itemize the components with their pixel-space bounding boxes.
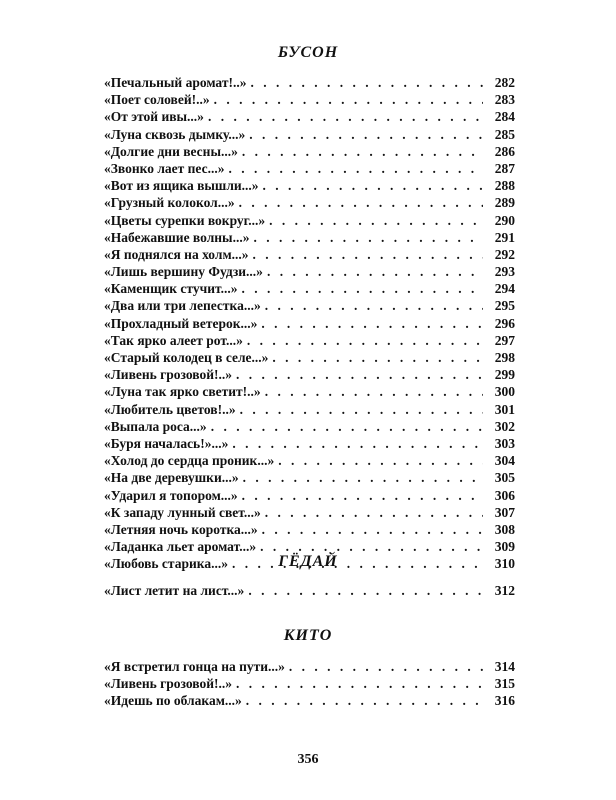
dot-leader bbox=[236, 366, 483, 383]
toc-entry-title: «Летняя ночь коротка...» bbox=[104, 521, 258, 537]
toc-entry-title: «Лист летит на лист...» bbox=[104, 583, 245, 598]
toc-entry[interactable] bbox=[104, 366, 515, 383]
toc-entry[interactable] bbox=[104, 177, 515, 194]
toc-entry-title: «Я встретил гонца на пути...» bbox=[104, 659, 285, 674]
toc-entry-page: 288 bbox=[494, 178, 515, 194]
toc-entry-page: 283 bbox=[494, 92, 515, 108]
toc-entry-page: 291 bbox=[494, 229, 515, 245]
toc-entry-title: «Любовь старика...» bbox=[104, 556, 228, 572]
toc-entry-title: «Ударил я топором...» bbox=[104, 487, 238, 503]
toc-entry[interactable] bbox=[104, 194, 515, 211]
toc-entry-page: 310 bbox=[494, 556, 515, 572]
dot-leader bbox=[211, 418, 483, 435]
toc-entry[interactable] bbox=[104, 521, 515, 538]
dot-leader bbox=[240, 401, 483, 418]
dot-leader bbox=[272, 349, 483, 366]
toc-entry[interactable] bbox=[104, 280, 515, 297]
toc-entry-page: 309 bbox=[494, 539, 515, 555]
toc-entry[interactable] bbox=[104, 401, 515, 418]
toc-entry[interactable] bbox=[104, 487, 515, 504]
toc-entry-title: «Идешь по облакам...» bbox=[104, 693, 242, 709]
toc-entry-page: 296 bbox=[494, 315, 515, 331]
page-number: 356 bbox=[297, 752, 319, 767]
toc-entry[interactable] bbox=[104, 332, 515, 349]
dot-leader bbox=[248, 582, 483, 599]
toc-entry-title: «Грузный колокол...» bbox=[104, 195, 235, 211]
toc-entry-title: «Я поднялся на холм...» bbox=[104, 246, 249, 262]
toc-list bbox=[104, 74, 515, 572]
toc-entry[interactable] bbox=[104, 383, 515, 400]
toc-entry-title: «Ливень грозовой!..» bbox=[104, 676, 233, 692]
toc-entry-title: «Каменщик стучит...» bbox=[104, 281, 238, 297]
toc-entry-page: 293 bbox=[494, 264, 515, 280]
toc-entry-page: 299 bbox=[494, 367, 515, 383]
toc-entry-title: «Набежавшие волны...» bbox=[104, 229, 250, 245]
toc-entry-title: «Выпала роса...» bbox=[104, 418, 207, 434]
toc-entry-page: 301 bbox=[494, 401, 515, 417]
toc-entry[interactable] bbox=[104, 469, 515, 486]
toc-entry-page: 295 bbox=[494, 298, 515, 314]
toc-entry-page: 316 bbox=[494, 693, 515, 709]
toc-entry-page: 282 bbox=[494, 75, 515, 90]
toc-entry[interactable] bbox=[104, 452, 515, 469]
dot-leader bbox=[243, 469, 483, 486]
dot-leader bbox=[262, 521, 483, 538]
toc-entry-page: 303 bbox=[494, 435, 515, 451]
toc-entry-page: 302 bbox=[494, 418, 515, 434]
toc-entry[interactable] bbox=[104, 504, 515, 521]
section-title: ГЁДАЙ bbox=[278, 553, 338, 570]
dot-leader bbox=[265, 504, 483, 521]
dot-leader bbox=[241, 280, 483, 297]
dot-leader bbox=[261, 315, 483, 332]
toc-entry-title: «Ладанка льет аромат...» bbox=[104, 539, 257, 555]
toc-entry[interactable] bbox=[104, 91, 515, 108]
toc-entry[interactable] bbox=[104, 160, 515, 177]
toc-entry-title: «От этой ивы...» bbox=[104, 109, 204, 125]
toc-entry-page: 286 bbox=[494, 143, 515, 159]
toc-entry-title: «Лишь вершину Фудзи...» bbox=[104, 264, 263, 280]
section-title: КИТО bbox=[283, 627, 333, 644]
toc-entry-title: «Холод до сердца проник...» bbox=[104, 453, 275, 469]
toc-entry-page: 298 bbox=[494, 350, 515, 365]
toc-entry[interactable] bbox=[104, 315, 515, 332]
dot-leader bbox=[269, 212, 483, 229]
dot-leader bbox=[253, 229, 483, 246]
toc-entry-title: «К западу лунный свет...» bbox=[104, 504, 261, 520]
dot-leader bbox=[246, 692, 483, 709]
toc-entry-page: 305 bbox=[494, 470, 515, 486]
toc-entry[interactable] bbox=[104, 658, 515, 675]
dot-leader bbox=[249, 126, 483, 143]
toc-entry-page: 287 bbox=[494, 160, 515, 176]
toc-entry-title: «Поет соловей!..» bbox=[104, 92, 210, 108]
toc-entry-title: «Любитель цветов!..» bbox=[104, 401, 236, 417]
dot-leader bbox=[278, 452, 483, 469]
toc-entry-title: «Луна так ярко светит!..» bbox=[104, 384, 261, 400]
dot-leader bbox=[263, 177, 483, 194]
toc-entry-title: «Цветы сурепки вокруг...» bbox=[104, 212, 266, 228]
toc-entry-title: «Ливень грозовой!..» bbox=[104, 367, 233, 383]
toc-entry-title: «Вот из ящика вышли...» bbox=[104, 178, 259, 194]
dot-leader bbox=[232, 435, 483, 452]
toc-entry[interactable] bbox=[104, 435, 515, 452]
toc-entry[interactable] bbox=[104, 675, 515, 692]
dot-leader bbox=[236, 675, 483, 692]
toc-entry-page: 307 bbox=[494, 504, 515, 520]
toc-entry-page: 297 bbox=[494, 332, 515, 348]
toc-entry[interactable] bbox=[104, 692, 515, 709]
dot-leader bbox=[228, 160, 483, 177]
dot-leader bbox=[289, 658, 483, 675]
toc-list bbox=[104, 582, 515, 599]
toc-entry[interactable] bbox=[104, 74, 515, 91]
toc-entry-page: 284 bbox=[494, 109, 515, 125]
toc-entry-page: 290 bbox=[494, 212, 515, 228]
toc-entry-title: «Долгие дни весны...» bbox=[104, 143, 238, 159]
toc-entry[interactable] bbox=[104, 263, 515, 280]
toc-entry-page: 289 bbox=[494, 195, 515, 211]
dot-leader bbox=[247, 332, 483, 349]
dot-leader bbox=[214, 91, 483, 108]
toc-entry[interactable] bbox=[104, 212, 515, 229]
toc-entry-page: 294 bbox=[494, 281, 515, 297]
toc-entry-title: «Так ярко алеет рот...» bbox=[104, 332, 243, 348]
toc-entry-page: 306 bbox=[494, 487, 515, 503]
toc-entry-title: «На две деревушки...» bbox=[104, 470, 239, 486]
toc-entry[interactable] bbox=[104, 108, 515, 125]
toc-entry-title: «Луна сквозь дымку...» bbox=[104, 126, 246, 142]
toc-entry-page: 300 bbox=[494, 384, 515, 400]
toc-entry-title: «Буря началась!»...» bbox=[104, 435, 229, 451]
toc-entry-page: 315 bbox=[494, 676, 515, 692]
toc-entry-title: «Два или три лепестка...» bbox=[104, 298, 261, 314]
toc-entry-page: 314 bbox=[494, 659, 515, 674]
toc-entry[interactable] bbox=[104, 297, 515, 314]
toc-entry-page: 285 bbox=[494, 126, 515, 142]
toc-entry[interactable] bbox=[104, 143, 515, 160]
toc-entry-page: 312 bbox=[494, 583, 515, 598]
dot-leader bbox=[265, 383, 483, 400]
toc-entry-title: «Старый колодец в селе...» bbox=[104, 350, 269, 365]
dot-leader bbox=[208, 108, 483, 125]
dot-leader bbox=[267, 263, 483, 280]
dot-leader bbox=[242, 487, 483, 504]
toc-entry-page: 304 bbox=[494, 453, 515, 469]
toc-entry[interactable] bbox=[104, 126, 515, 143]
toc-entry-title: «Печальный аромат!..» bbox=[104, 75, 247, 90]
toc-entry-title: «Прохладный ветерок...» bbox=[104, 315, 258, 331]
dot-leader bbox=[265, 297, 483, 314]
toc-entry[interactable] bbox=[104, 582, 515, 599]
toc-entry[interactable] bbox=[104, 229, 515, 246]
toc-entry-page: 308 bbox=[494, 521, 515, 537]
toc-entry-page: 292 bbox=[494, 246, 515, 262]
dot-leader bbox=[253, 246, 483, 263]
toc-entry-title: «Звонко лает пес...» bbox=[104, 160, 225, 176]
dot-leader bbox=[239, 194, 483, 211]
toc-entry[interactable] bbox=[104, 349, 515, 366]
toc-entry[interactable] bbox=[104, 246, 515, 263]
toc-list bbox=[104, 658, 515, 710]
toc-entry[interactable] bbox=[104, 418, 515, 435]
section-title: БУСОН bbox=[277, 44, 339, 61]
dot-leader bbox=[250, 74, 483, 91]
dot-leader bbox=[242, 143, 483, 160]
